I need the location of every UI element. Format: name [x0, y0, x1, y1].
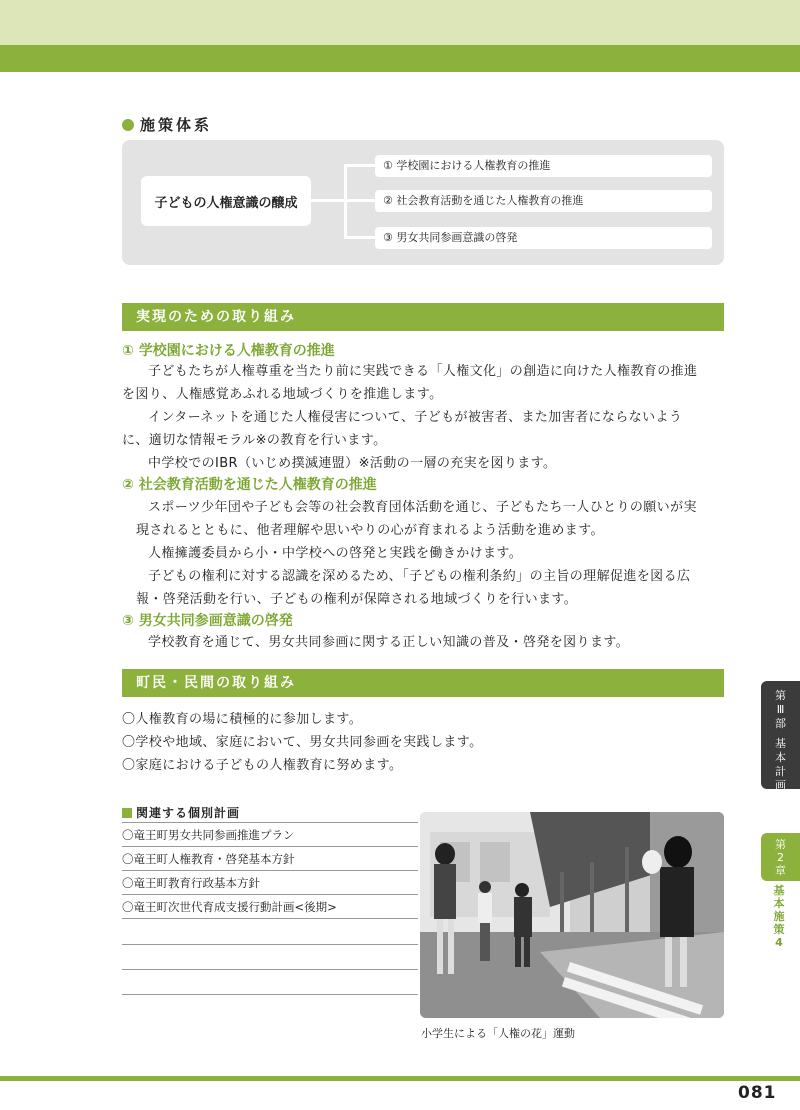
- efforts-header: 実現のための取り組み: [122, 303, 724, 331]
- top-decor-band: [0, 0, 800, 45]
- effort-2-title: ② 社会教育活動を通じた人権教育の推進: [122, 477, 377, 493]
- effort-1-text: インターネットを通じた人権侵害について、子どもが被害者、また加害者にならないよう: [148, 410, 683, 425]
- effort-3-title: ③ 男女共同参画意識の啓発: [122, 613, 293, 629]
- side-tab-char: 4: [775, 936, 783, 949]
- side-tab-part: [761, 681, 800, 792]
- connector-line: [344, 199, 376, 202]
- effort-1-text: に、適切な情報モラル※の教育を行います。: [122, 433, 387, 448]
- side-tab-char: 第: [775, 689, 786, 702]
- policy-child-node: ② 社会教育活動を通じた人権教育の推進: [375, 190, 712, 212]
- effort-2-text: 報・啓発活動を行い、子どもの権利が保障される地域づくりを行います。: [136, 592, 578, 607]
- connector-line: [311, 199, 345, 202]
- side-tab-char: 章: [775, 864, 786, 877]
- side-tab-char: 策: [773, 923, 785, 936]
- side-tab-chapter: [761, 833, 800, 881]
- related-plans-title: 関連する個別計画: [122, 804, 240, 821]
- effort-1-text: 中学校でのIBR（いじめ撲滅連盟）※活動の一層の充実を図ります。: [148, 456, 557, 471]
- side-tab-char: Ⅲ: [776, 703, 785, 716]
- bottom-green-rule: [0, 1076, 800, 1081]
- effort-2-text: スポーツ少年団や子ども会等の社会教育団体活動を通じ、子どもたち一人ひとりの願いが実: [148, 500, 697, 515]
- side-tab-char: 施: [773, 910, 785, 923]
- related-plan-item: 〇竜王町人権教育・啓発基本方針: [122, 847, 418, 871]
- effort-3-text: 学校教育を通じて、男女共同参画に関する正しい知識の普及・啓発を図ります。: [148, 635, 630, 650]
- effort-2-text: 人権擁護委員から小・中学校への啓発と実践を働きかけます。: [148, 546, 523, 561]
- related-plans-blank-line: [122, 944, 418, 945]
- citizen-item: 〇学校や地域、家庭において、男女共同参画を実践します。: [122, 735, 483, 750]
- connector-line: [344, 236, 376, 239]
- side-tab-char: 本: [773, 897, 785, 910]
- side-tab-char: 基: [773, 884, 785, 897]
- citizen-item: 〇人権教育の場に積極的に参加します。: [122, 712, 363, 727]
- related-plans-blank-line: [122, 994, 418, 995]
- connector-line: [344, 164, 376, 167]
- square-bullet-icon: [122, 808, 132, 818]
- policy-child-node: ③ 男女共同参画意識の啓発: [375, 227, 712, 249]
- photo-illustration: [420, 812, 724, 1018]
- side-tab-char: 2: [777, 851, 784, 864]
- side-tab-policy: [768, 884, 790, 949]
- photo-caption: 小学生による「人権の花」運動: [421, 1027, 575, 1040]
- side-tab-char: 本: [775, 751, 786, 764]
- photo-children-flower-campaign: [420, 812, 724, 1018]
- page-number: 081: [738, 1083, 777, 1103]
- side-tab-char: 第: [775, 838, 786, 851]
- bullet-dot-icon: [122, 119, 134, 131]
- top-green-bar: [0, 45, 800, 72]
- citizen-item: 〇家庭における子どもの人権教育に努めます。: [122, 758, 403, 773]
- effort-2-text: 現されるとともに、他者理解や思いやりの心が育まれるよう活動を進めます。: [136, 523, 604, 538]
- related-plan-item: 〇竜王町次世代育成支援行動計画<後期>: [122, 895, 418, 919]
- side-tab-char: 計: [775, 765, 786, 778]
- side-tab-char: 基: [775, 737, 786, 750]
- policy-system-heading: 施策体系: [122, 114, 212, 135]
- related-plan-item: 〇竜王町男女共同参画推進プラン: [122, 823, 418, 847]
- effort-1-title: ① 学校園における人権教育の推進: [122, 343, 335, 359]
- effort-1-text: 子どもたちが人権尊重を当たり前に実践できる「人権文化」の創造に向けた人権教育の推進: [148, 364, 698, 379]
- side-tab-char: 部: [775, 717, 786, 730]
- policy-root-node: 子どもの人権意識の醸成: [141, 176, 311, 226]
- effort-2-text: 子どもの権利に対する認識を深めるため、「子どもの権利条約」の主旨の理解促進を図る広: [148, 569, 691, 584]
- citizens-header: 町民・民間の取り組み: [122, 669, 724, 697]
- effort-1-text: を図り、人権感覚あふれる地域づくりを推進します。: [122, 387, 443, 402]
- related-plans-blank-line: [122, 969, 418, 970]
- side-tab-char: 画: [775, 779, 786, 792]
- related-plan-item: 〇竜王町教育行政基本方針: [122, 871, 418, 895]
- policy-child-node: ① 学校園における人権教育の推進: [375, 155, 712, 177]
